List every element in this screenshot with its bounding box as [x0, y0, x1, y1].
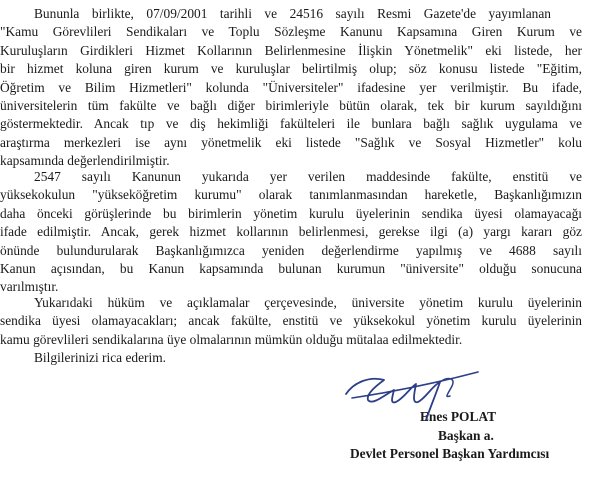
- paragraph-closing: [0, 349, 582, 367]
- text-line: Öğretim ve Bilim Hizmetleri" kolunda "Üniversiteler" ifadesine yer verilmiştir. Bu ifade,: [0, 79, 582, 95]
- text-line: yüksekokulun "yükseköğretim kurumu" olarak tanımlanmasından hareketle, Başkanlığımızın: [0, 187, 582, 203]
- text-line: Kanun açısından, bu Kanun kapsamında bulunan kurumun "üniversite" olduğu sonucuna: [0, 260, 582, 276]
- paragraph-hizmet-kollari: [0, 5, 582, 171]
- signatory-name: Enes POLAT: [420, 409, 497, 424]
- paragraph-yuksekogretim: [0, 168, 582, 297]
- text-line: Kuruluşların Girdikleri Hizmet Kollarının Belirlenmesine İlişkin Yönetmelik" eki listede, her: [0, 42, 582, 58]
- text-line: sendika üyesi olamayacakları; ancak fakülte, enstitü ve yüksekokul yönetim kurulu üyelerinin: [0, 313, 582, 329]
- text-line: 2547 sayılı Kanunun yukarıda yer verilen maddesinde fakülte, enstitü ve: [34, 169, 582, 184]
- text-line: kamu görevlileri sendikalarına üye olmalarının mümkün olduğu mütalaa edilmektedir.: [0, 331, 463, 347]
- text-line: varılmıştır.: [0, 279, 59, 295]
- text-line: kapsamında değerlendirilmiştir.: [0, 153, 170, 169]
- text-line: "Kamu Görevlileri Sendikaları ve Toplu Sözleşme Kanunu Kapsamına Giren Kurum ve: [0, 24, 582, 40]
- closing-line: Bilgilerinizi rica ederim.: [34, 350, 166, 365]
- text-line: Yukarıdaki hüküm ve açıklamalar çerçevesinde, üniversite yönetim kurulu üyelerinin: [34, 295, 582, 310]
- text-line: bir hizmet koluna giren kurum ve kuruluşlar belirtilmiş olup; söz konusu listede "Eğitim,: [0, 61, 582, 77]
- text-line: göstermektedir. Ancak tıp ve diş hekimliği fakülteleri ile bunlara bağlı sağlık uygulama ve: [0, 116, 582, 132]
- signature-block: [350, 408, 600, 464]
- text-line: Bununla birlikte, 07/09/2001 tarihli ve 24516 sayılı Resmi Gazete'de yayımlanan: [34, 6, 551, 21]
- text-line: önünde bulundurularak Başkanlığımızca yeniden değerlendirme yapılmış ve 4688 sayılı: [0, 242, 582, 258]
- paragraph-sonuc: [0, 294, 582, 349]
- signatory-role: Devlet Personel Başkan Yardımcısı: [350, 446, 550, 462]
- text-line: araştırma merkezleri ise aynı yönetmelik eki listede "Sağlık ve Sosyal Hizmetler" kolu: [0, 134, 582, 150]
- signatory-title: Başkan a.: [438, 427, 494, 443]
- text-line: üniversitelerin tüm fakülte ve bağlı diğer birimleriyle bütün olarak, tek bir kurum sayıldığını: [0, 97, 582, 113]
- text-line: daha önceki görüşlerinde bu birimlerin yönetim kurulu üyelerinin sendika üyesi olamayacağı: [0, 205, 582, 221]
- text-line: ifade edilmiştir. Ancak, gerek hizmet kollarının belirlenmesi, gerekse ilgi (a) yargı kararı göz: [0, 224, 582, 240]
